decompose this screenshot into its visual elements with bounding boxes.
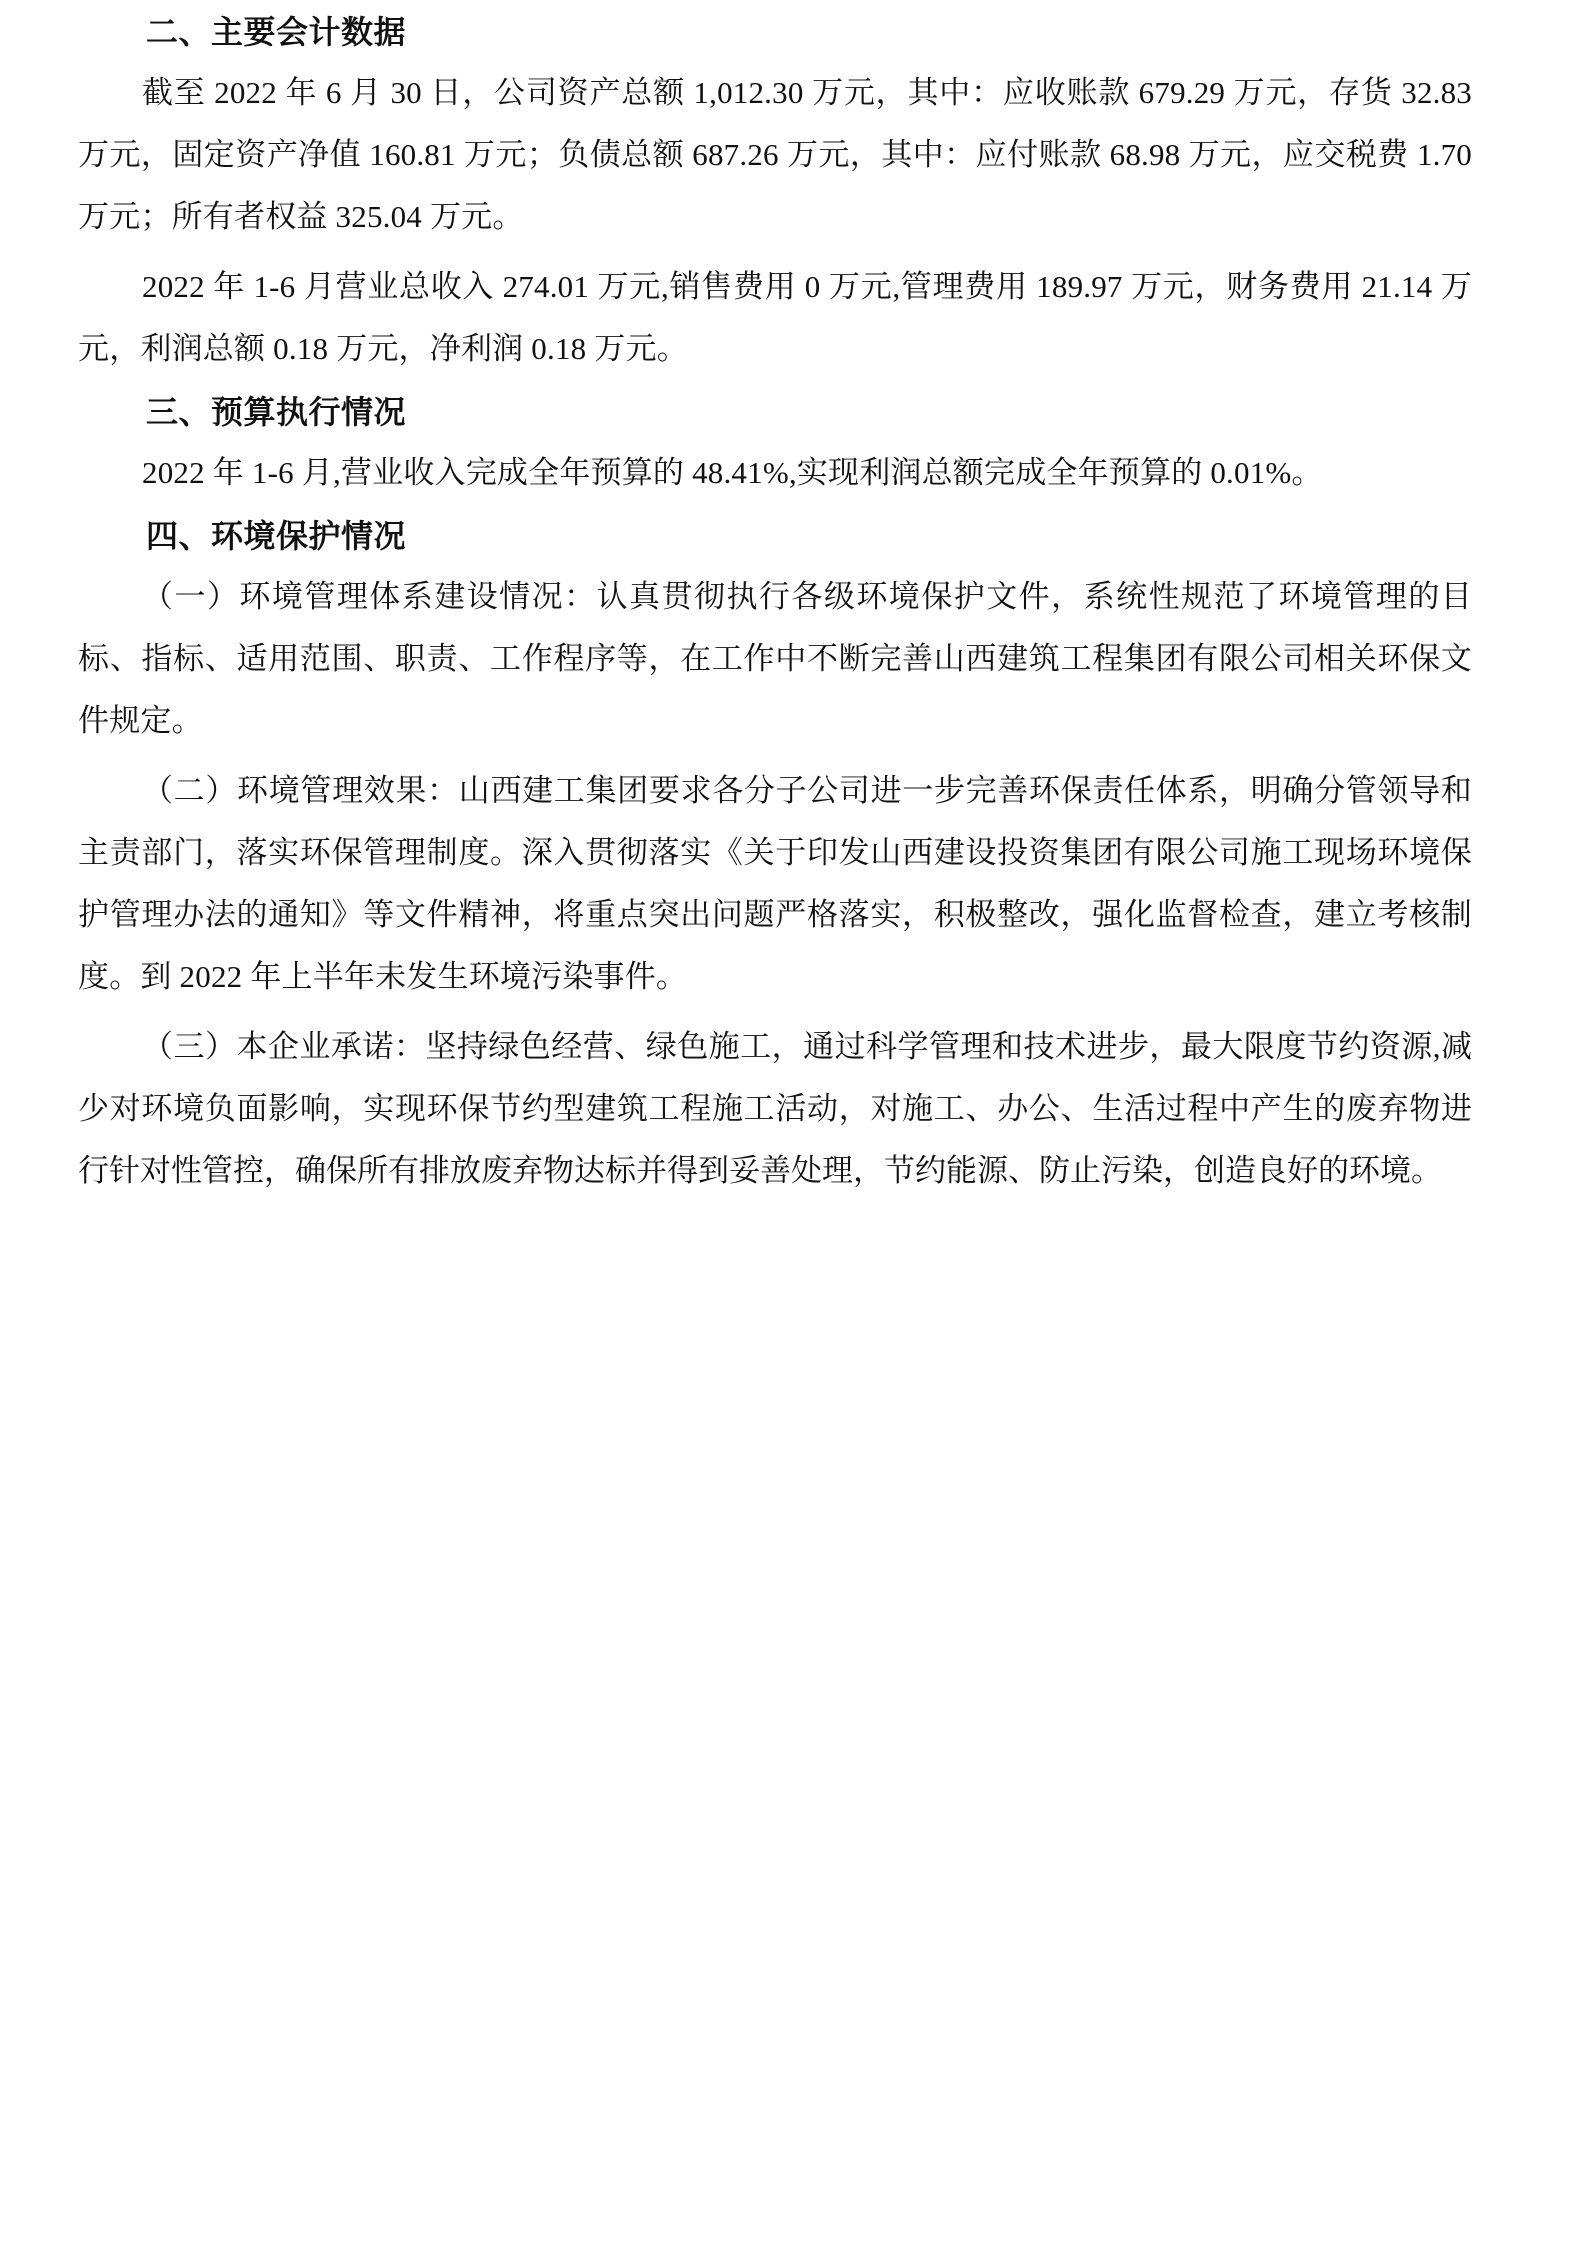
document-body bbox=[78, 0, 1472, 1202]
paragraph-assets-summary: 截至 2022 年 6 月 30 日，公司资产总额 1,012.30 万元，其中：应收账款 679.29 万元，存货 32.83 万元，固定资产净值 160.81 万元；负债总额 687.26 万元，其中：应付账款 68.98 万元，应交税费 1.70 万元；所有者权益 325.04 万元。 bbox=[78, 75, 1472, 234]
paragraph-enterprise-commitment: （三）本企业承诺：坚持绿色经营、绿色施工，通过科学管理和技术进步，最大限度节约资源,减少对环境负面影响，实现环保节约型建筑工程施工活动，对施工、办公、生活过程中产生的废弃物进行针对性管控，确保所有排放废弃物达标并得到妥善处理，节约能源、防止污染，创造良好的环境。 bbox=[78, 1029, 1472, 1188]
paragraph-revenue-summary: 2022 年 1-6 月营业总收入 274.01 万元,销售费用 0 万元,管理费用 189.97 万元，财务费用 21.14 万元，利润总额 0.18 万元，净利润 0.18 万元。 bbox=[78, 269, 1472, 366]
paragraph-budget-execution: 2022 年 1-6 月,营业收入完成全年预算的 48.41%,实现利润总额完成全年预算的 0.01%。 bbox=[142, 455, 1323, 490]
paragraph-environmental-system: （一）环境管理体系建设情况：认真贯彻执行各级环境保护文件，系统性规范了环境管理的目标、指标、适用范围、职责、工作程序等，在工作中不断完善山西建筑工程集团有限公司相关环保文件规定。 bbox=[78, 579, 1472, 738]
section-heading-budget-execution: 三、预算执行情况 bbox=[146, 393, 407, 431]
section-heading-accounting-data: 二、主要会计数据 bbox=[146, 13, 407, 51]
paragraph-environmental-effect: （二）环境管理效果：山西建工集团要求各分子公司进一步完善环保责任体系，明确分管领导和主责部门，落实环保管理制度。深入贯彻落实《关于印发山西建设投资集团有限公司施工现场环境保护管理办法的通知》等文件精神，将重点突出问题严格落实，积极整改，强化监督检查，建立考核制度。到 2022 年上半年未发生环境污染事件。 bbox=[78, 773, 1472, 994]
section-heading-environmental-protection: 四、环境保护情况 bbox=[146, 517, 407, 555]
